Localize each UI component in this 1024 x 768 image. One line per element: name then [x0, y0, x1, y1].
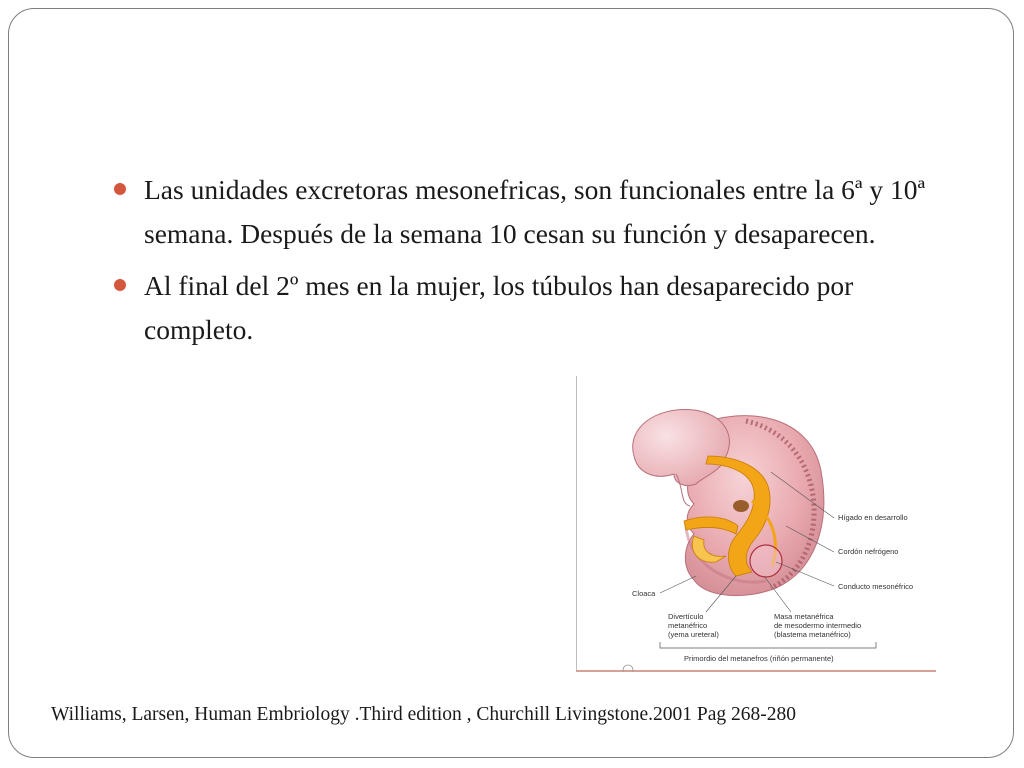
label-cordon-nefrogeno: Cordón nefrógeno	[838, 547, 899, 556]
label-conducto-mesonefrico: Conducto mesonéfrico	[838, 582, 914, 591]
bullet-text: Al final del 2º mes en la mujer, los túbulos han desaparecido por completo.	[144, 270, 854, 345]
bullet-dot-icon	[114, 183, 126, 195]
embryo-diagram	[576, 376, 936, 672]
label-higado: Hígado en desarrollo	[838, 513, 908, 522]
bullet-item	[112, 168, 952, 256]
embryo-body	[633, 410, 824, 596]
label-masa-metanefrica-2: de mesodermo intermedio	[774, 621, 862, 630]
label-diverticulo: Divertículo	[668, 612, 704, 621]
primordio-bracket	[660, 642, 876, 648]
label-diverticulo-3: (yema ureteral)	[668, 630, 719, 639]
embryo-illustration	[576, 376, 936, 672]
label-cloaca: Cloaca	[632, 589, 656, 598]
citation: Williams, Larsen, Human Embriology .Third edition , Churchill Livingstone.2001 Pag 268-280	[51, 704, 796, 725]
figure-corner-icon	[623, 665, 633, 672]
metanephric-mass-marker	[750, 545, 782, 577]
label-masa-metanefrica: Masa metanéfrica	[774, 612, 834, 621]
label-primordio: Primordio del metanefros (riñón permanente)	[684, 654, 834, 663]
label-masa-metanefrica-3: (blastema metanéfrico)	[774, 630, 851, 639]
bullet-list	[112, 168, 952, 360]
bullet-text: Las unidades excretoras mesonefricas, son funcionales entre la 6ª y 10ª semana. Después de la semana 10 cesan su función y desaparecen.	[144, 174, 926, 249]
bullet-dot-icon	[114, 279, 126, 291]
label-diverticulo-2: metanéfrico	[668, 621, 708, 630]
bullet-item	[112, 264, 952, 352]
